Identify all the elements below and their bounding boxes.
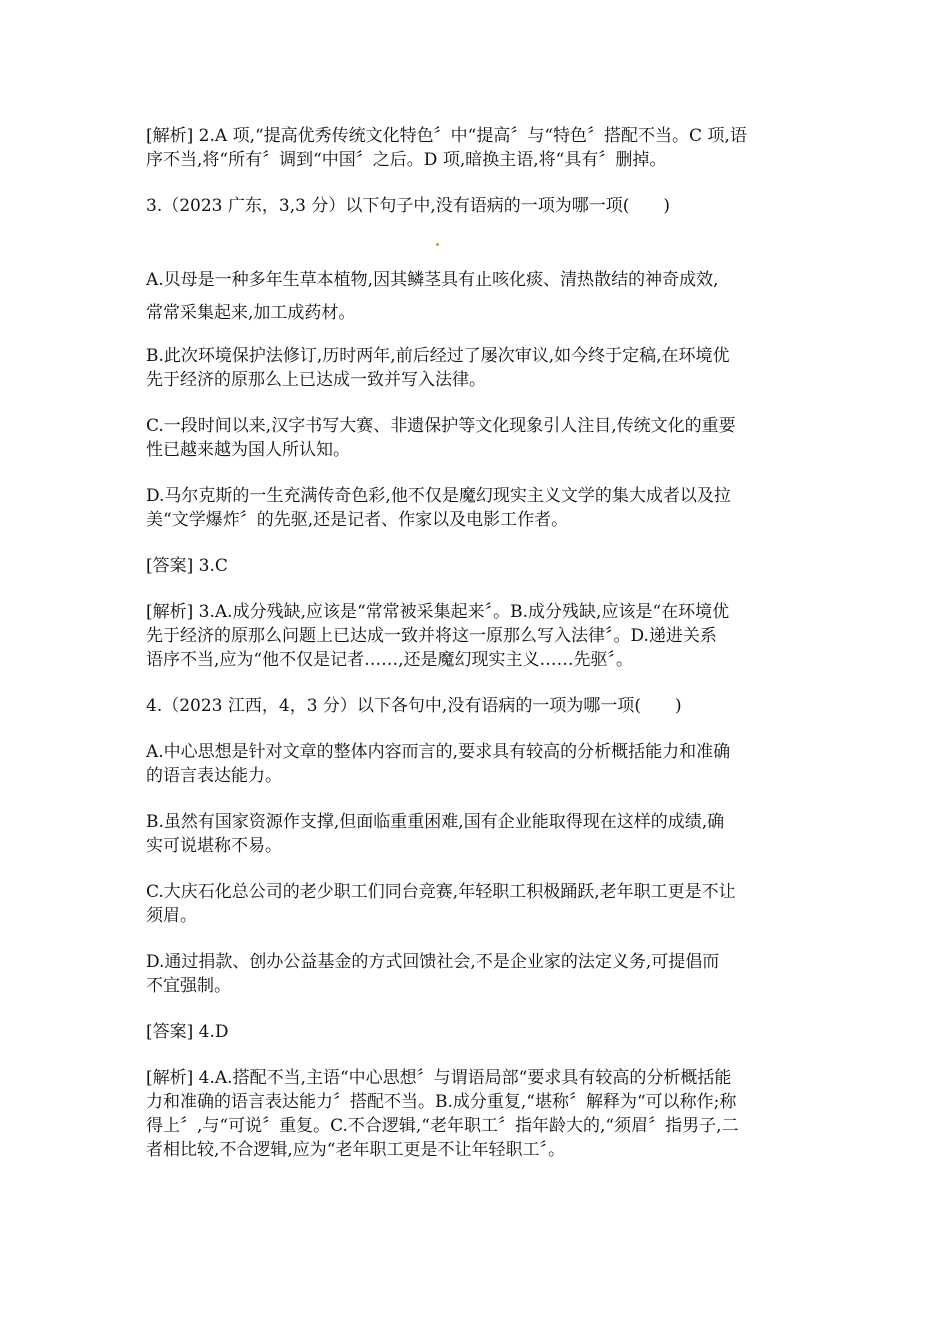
text-line: B.虽然有国家资源作支撑,但面临重重困难,国有企业能取得现在这样的成绩,确 xyxy=(146,812,725,832)
q3-option-c xyxy=(146,414,811,462)
text-line: 语序不当,应为“他不仅是记者……,还是魔幻现实主义……先驱〞。 xyxy=(146,650,633,670)
text-line: 性已越来越为国人所认知。 xyxy=(146,440,350,460)
text-line: 得上〞,与“可说〞重复。C.不合逻辑,“老年职工〞指年龄大的,“须眉〞指男子,二 xyxy=(146,1116,739,1136)
text-line: A.贝母是一种多年生草本植物,因其鳞茎具有止咳化痰、清热散结的神奇成效, xyxy=(146,270,719,290)
text-line: 先于经济的原那么上已达成一致并写入法律。 xyxy=(146,370,486,390)
answer-text: [答案] 4.D xyxy=(146,1022,229,1042)
analysis-2 xyxy=(146,124,811,172)
text-line: 常常采集起来,加工成药材。 xyxy=(146,303,356,323)
text-line: A.中心思想是针对文章的整体内容而言的,要求具有较高的分析概括能力和准确 xyxy=(146,742,731,762)
answer-text: [答案] 3.C xyxy=(146,556,228,576)
analysis-3 xyxy=(146,600,811,672)
q4-option-c xyxy=(146,880,811,928)
q4-option-b xyxy=(146,810,811,858)
text-line: 的语言表达能力。 xyxy=(146,766,282,786)
question-text: 4.（2023 江西，4，3 分）以下各句中,没有语病的一项为哪一项( ) xyxy=(146,696,682,716)
text-line: 先于经济的原那么问题上已达成一致并将这一原那么写入法律〞。D.递进关系 xyxy=(146,626,717,646)
answer-4 xyxy=(146,1020,811,1044)
answer-3 xyxy=(146,554,811,578)
text-line: B.此次环境保护法修订,历时两年,前后经过了屡次审议,如今终于定稿,在环境优 xyxy=(146,346,730,366)
q3-option-d xyxy=(146,484,811,532)
text-line: [解析] 3.A.成分残缺,应该是“常常被采集起来〞。B.成分残缺,应该是“在环境优 xyxy=(146,602,730,622)
text-line: 须眉。 xyxy=(146,906,197,926)
text-line: C.一段时间以来,汉字书写大赛、非遗保护等文化现象引人注目,传统文化的重要 xyxy=(146,416,736,436)
text-line: D.通过捐款、创办公益基金的方式回馈社会,不是企业家的法定义务,可提倡而 xyxy=(146,952,720,972)
text-line: 实可说堪称不易。 xyxy=(146,836,282,856)
text-line: 力和准确的语言表达能力〞搭配不当。B.成分重复,“堪称〞解释为“可以称作;称 xyxy=(146,1092,737,1112)
q4-option-a xyxy=(146,740,811,788)
text-line: 不宜强制。 xyxy=(146,976,231,996)
q3-option-a xyxy=(146,264,811,330)
question-text: 3.（2023 广东，3,3 分）以下句子中,没有语病的一项为哪一项( ) xyxy=(146,196,670,216)
document-page xyxy=(146,124,811,1184)
analysis-4 xyxy=(146,1066,811,1162)
text-line: 美“文学爆炸〞的先驱,还是记者、作家以及电影工作者。 xyxy=(146,510,569,530)
text-line: D.马尔克斯的一生充满传奇色彩,他不仅是魔幻现实主义文学的集大成者以及拉 xyxy=(146,486,731,506)
text-line: 者相比较,不合逻辑,应为“老年职工更是不让年轻职工〞。 xyxy=(146,1140,565,1160)
text-line: [解析] 2.A 项,“提高优秀传统文化特色〞中“提高〞与“特色〞搭配不当。C 项,语 xyxy=(146,126,747,146)
question-4 xyxy=(146,694,811,718)
text-line: 序不当,将“所有〞调到“中国〞之后。D 项,暗换主语,将“具有〞删掉。 xyxy=(146,150,667,170)
q3-option-b xyxy=(146,344,811,392)
text-line: C.大庆石化总公司的老少职工们同台竞赛,年轻职工积极踊跃,老年职工更是不让 xyxy=(146,882,736,902)
question-3 xyxy=(146,194,811,218)
q4-option-d xyxy=(146,950,811,998)
text-line: [解析] 4.A.搭配不当,主语“中心思想〞与谓语局部“要求具有较高的分析概括能 xyxy=(146,1068,732,1088)
